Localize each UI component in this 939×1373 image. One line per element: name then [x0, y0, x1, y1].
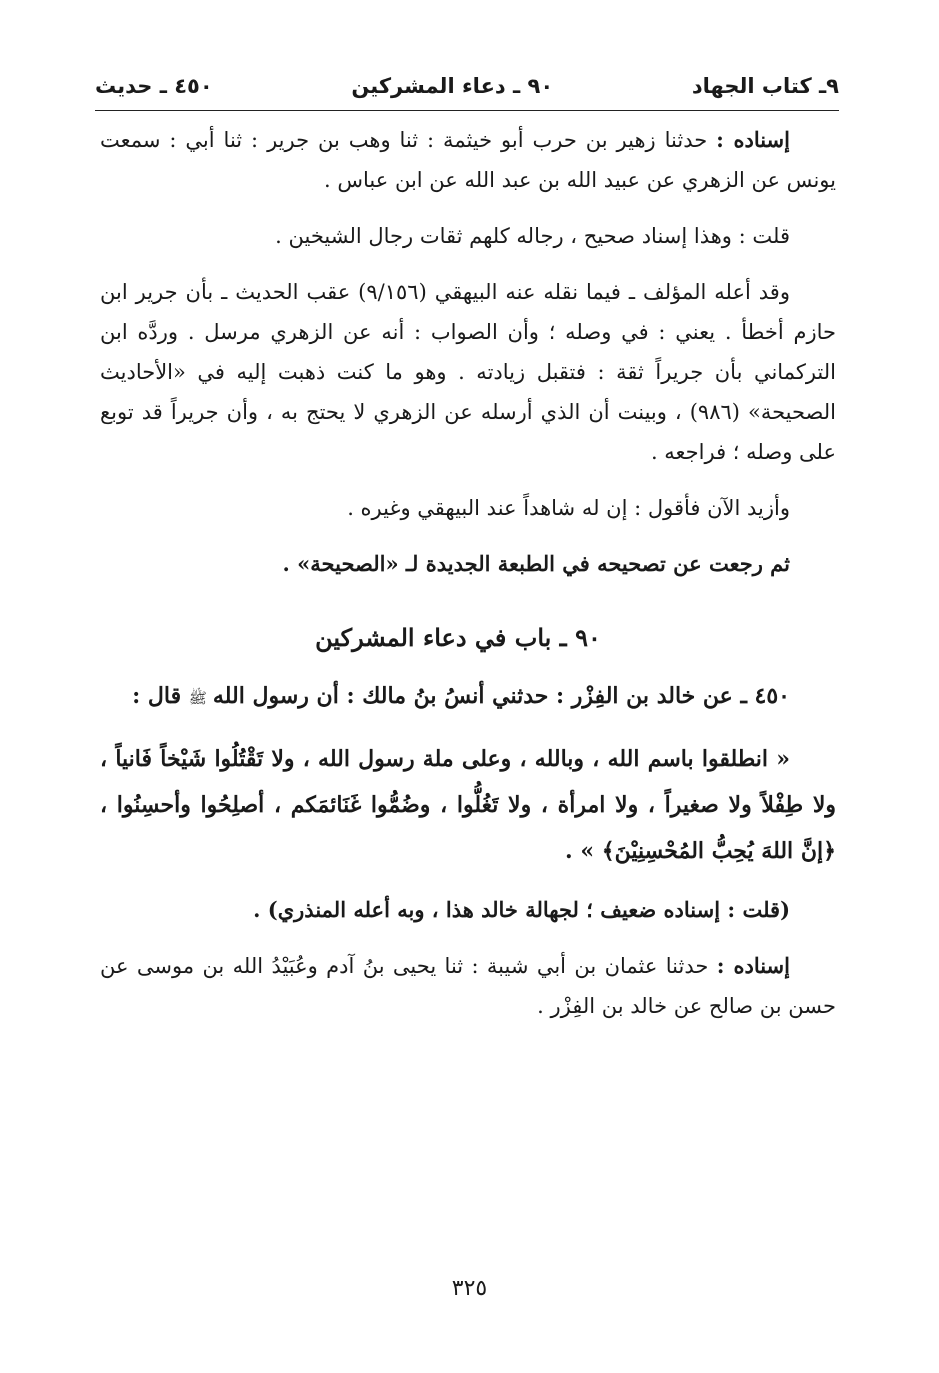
header-hadith-number: ٤٥٠ ـ حديث — [95, 74, 213, 98]
isnad-text-2: حدثنا عثمان بن أبي شيبة : ثنا يحيى بنُ آدم وعُبَيْدُ الله بن موسى عن حسن بن صالح عن خالد بن الفِزْر . — [100, 954, 836, 1018]
hadith-intro — [100, 674, 836, 720]
note-retraction: ثم رجعت عن تصحيحه في الطبعة الجديدة لـ «الصحيحة» . — [282, 551, 790, 576]
header-book-title: ٩ـ كتاب الجهاد — [691, 74, 839, 98]
header-chapter-title: ٩٠ ـ دعاء المشركين — [351, 74, 554, 98]
page-body — [100, 120, 836, 1026]
isnad-text: حدثنا زهير بن حرب أبو خيثمة : ثنا وهب بن جرير : ثنا أبي : سمعت يونس عن الزهري عن عبيد الله بن عبد الله عن ابن عباس . — [100, 128, 836, 192]
isnad-paragraph-1 — [100, 120, 836, 200]
hadith-text: « انطلقوا باسم الله ، وبالله ، وعلى ملة رسول الله ، ولا تَقْتُلُوا شَيْخاً فَانياً ، ولا طِفْلاً ولا صغيراً ، ولا امرأة ، ولا تَغُلُّوا ، وضُمُّوا غَنَائمَكم ، أصلِحُوا وأحسِنُوا ، ﴿إنَّ اللهَ يُحِبُّ المُحْسِنِيْنَ﴾ » . — [100, 746, 836, 864]
hadith-intro-text: ٤٥٠ ـ عن خالد بن الفِزْر : حدثني أنسُ بنُ مالك : أن رسول الله — [212, 683, 790, 709]
note-additional-witness: وأزيد الآن فأقول : إن له شاهداً عند البيهقي وغيره . — [347, 496, 790, 520]
note-authentic: قلت : وهذا إسناد صحيح ، رجاله كلهم ثقات رجال الشيخين . — [275, 224, 790, 248]
isnad-label: إسناده : — [716, 127, 790, 152]
isnad-paragraph-2 — [100, 946, 836, 1026]
hadith-said: قال : — [132, 683, 182, 709]
salutation-glyph: ﷺ — [188, 689, 207, 707]
chapter-heading: ٩٠ ـ باب في دعاء المشركين — [315, 623, 601, 652]
page-number: ٣٢٥ — [451, 1276, 488, 1301]
note-author-criticism: وقد أعله المؤلف ـ فيما نقله عنه البيهقي (٩/١٥٦) عقب الحديث ـ بأن جرير ابن حازم أخطأ . يعني : في وصله ؛ وأن الصواب : أنه عن الزهري مرسل . وردَّه ابن التركماني بأن جريراً ثقة : فتقبل زيادته . وهو ما كنت ذهبت إليه في «الأحاديث الصحيحة» (٩٨٦) ، وبينت أن الذي أرسله عن الزهري لا يحتج به ، وأن جريراً قد توبع على وصله ؛ فراجعه . — [100, 280, 836, 464]
isnad-label-2: إسناده : — [716, 953, 790, 978]
note-weak-grading: (قلت : إسناده ضعيف ؛ لجهالة خالد هذا ، وبه أعله المنذري) . — [253, 897, 790, 922]
header-divider — [95, 110, 839, 111]
running-header — [95, 66, 839, 106]
